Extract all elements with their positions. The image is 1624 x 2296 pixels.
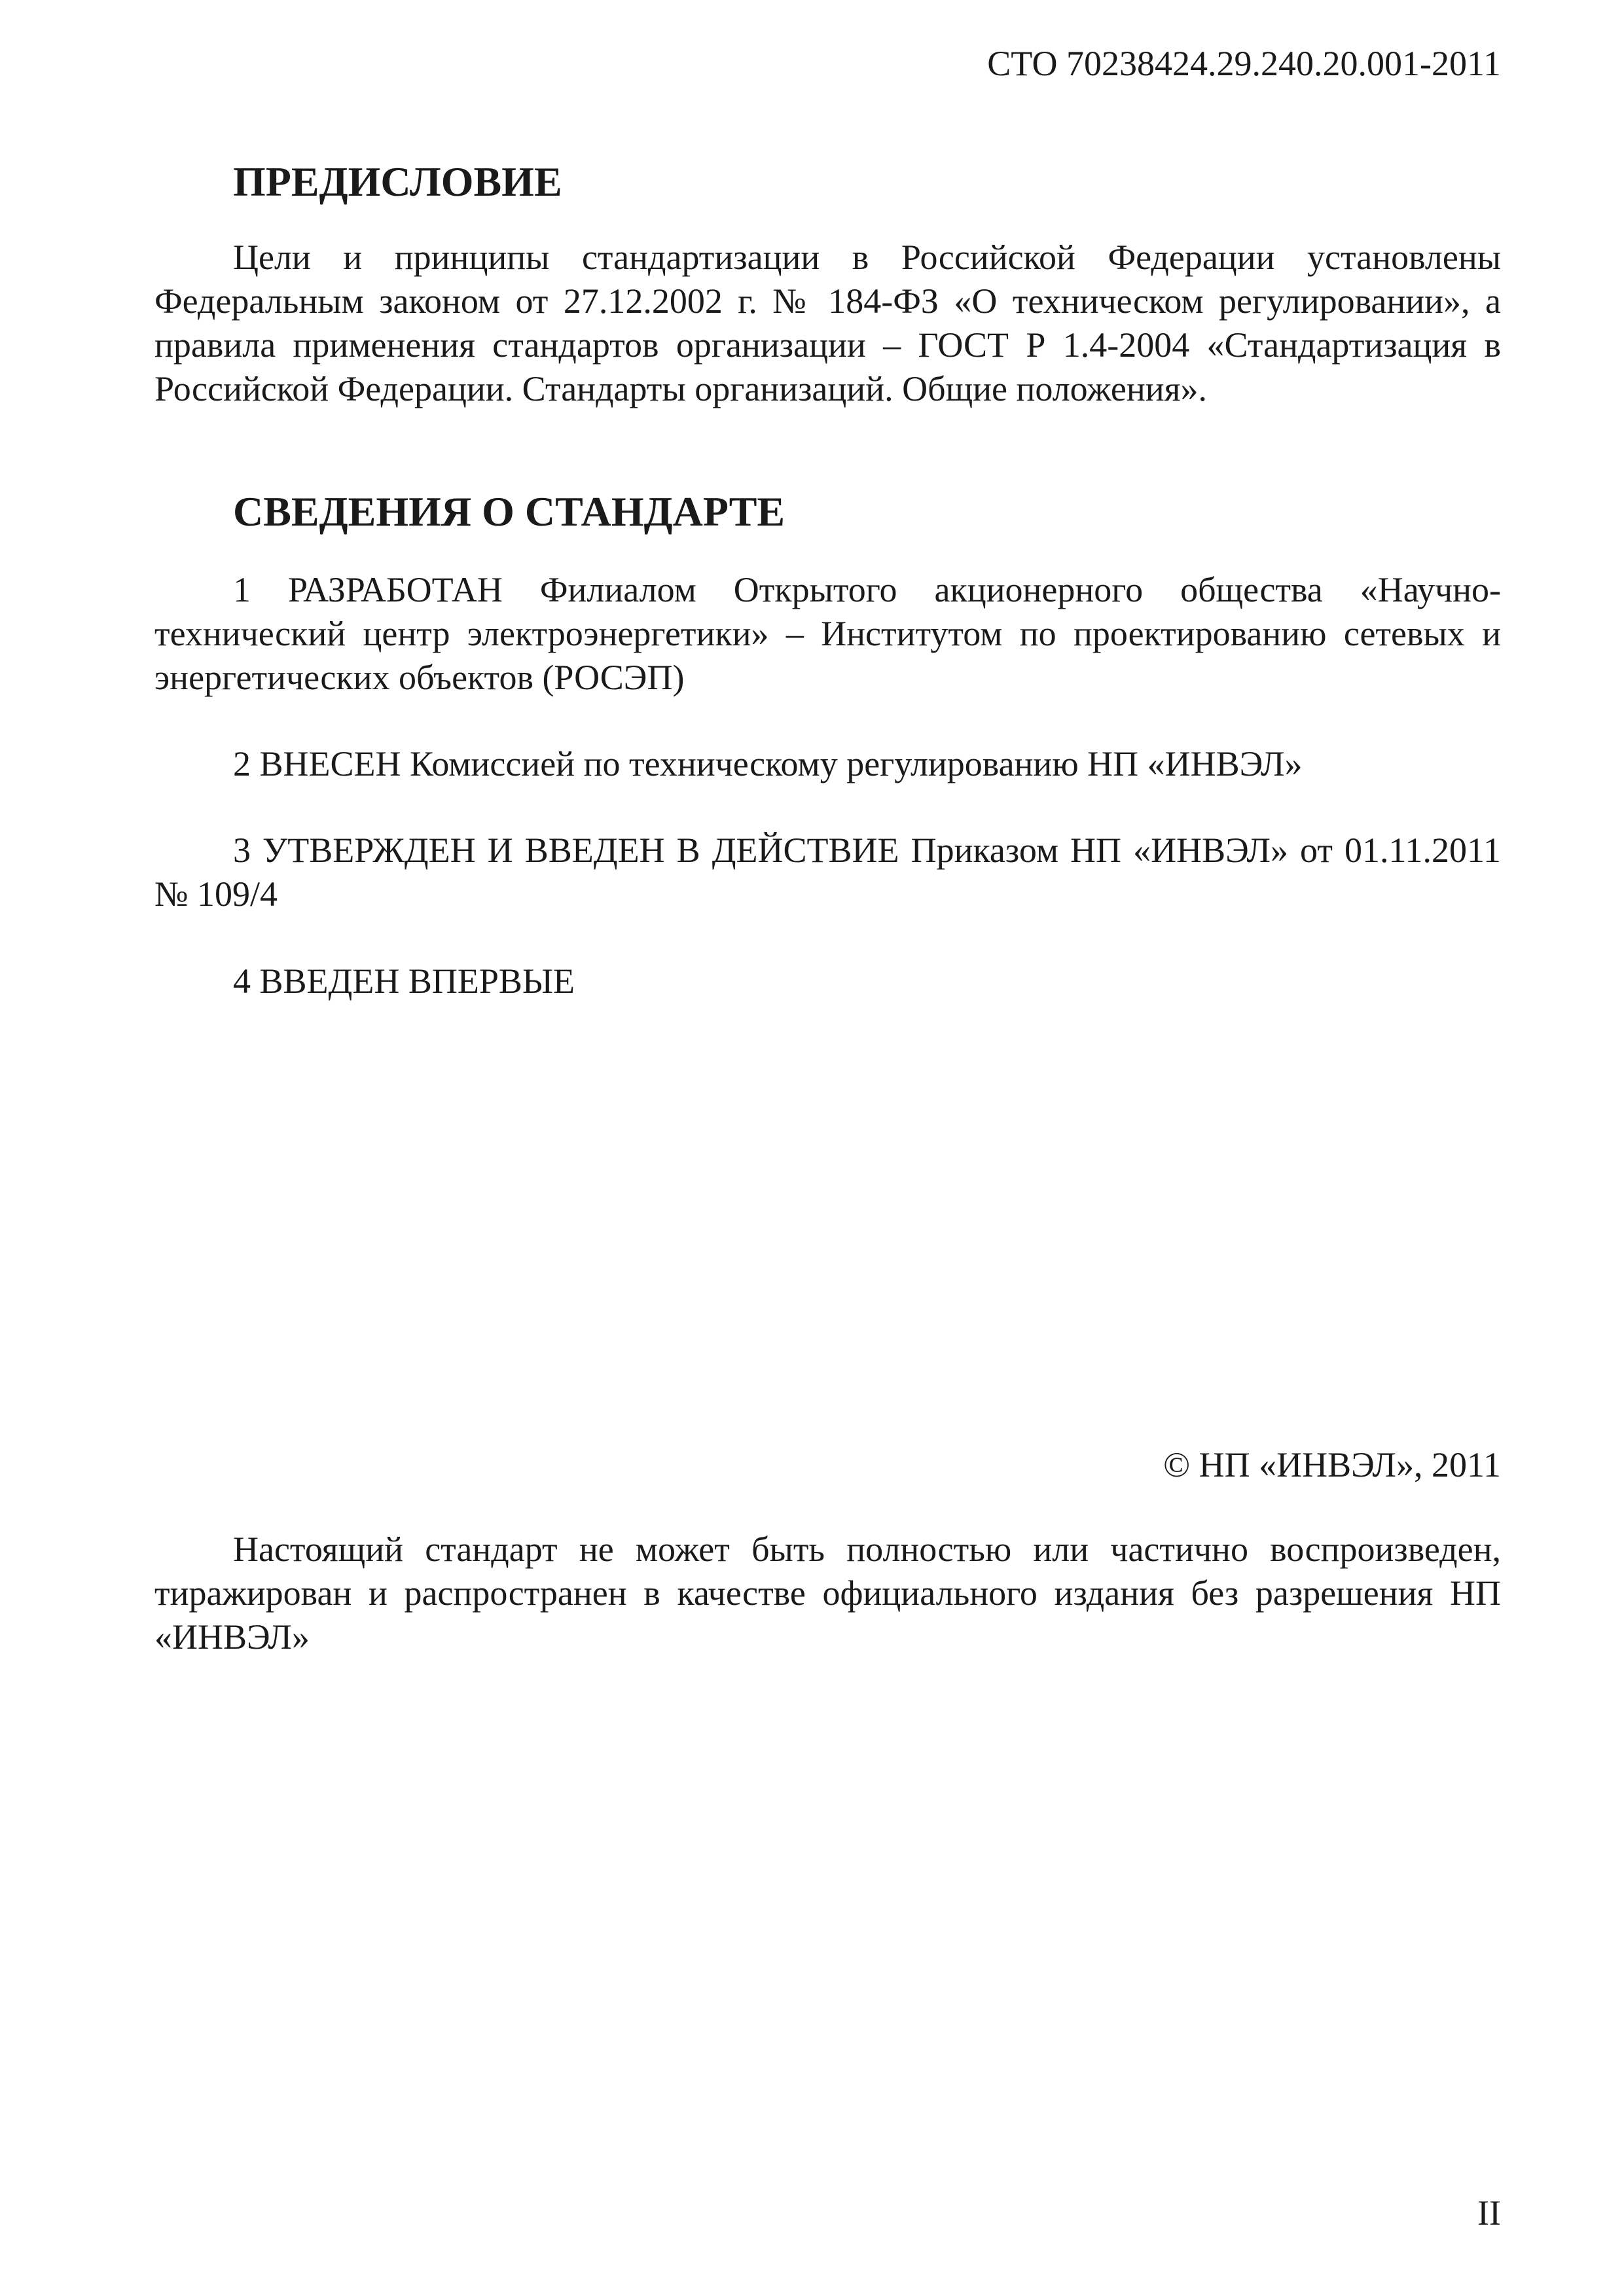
list-item: 1 РАЗРАБОТАН Филиалом Открытого акционерного общества «Научно-технический центр электроэнергетики» – Институтом по проектированию сетевых и энергетических объектов (РОСЭП) <box>154 570 1501 697</box>
standard-info-section <box>154 486 1501 538</box>
preface-title: ПРЕДИСЛОВИЕ <box>233 158 562 205</box>
list-item: 3 УТВЕРЖДЕН И ВВЕДЕН В ДЕЙСТВИЕ Приказом НП «ИНВЭЛ» от 01.11.2011 № 109/4 <box>154 831 1501 914</box>
copyright-restriction: Настоящий стандарт не может быть полностью или частично воспроизведен, тиражирован и распространен в качестве официального издания без разрешения НП «ИНВЭЛ» <box>154 1530 1501 1657</box>
standard-info-item-1 <box>154 568 1501 700</box>
document-code: СТО 70238424.29.240.20.001-2011 <box>987 44 1501 83</box>
copyright-restriction-block <box>154 1528 1501 1659</box>
page-number: II <box>1477 2193 1501 2233</box>
preface-body <box>154 236 1501 411</box>
standard-info-item-4 <box>154 960 1501 1003</box>
preface-section <box>154 156 1501 208</box>
list-item: 2 ВНЕСЕН Комиссией по техническому регулированию НП «ИНВЭЛ» <box>233 744 1303 783</box>
standard-info-item-2 <box>154 742 1501 786</box>
standard-info-title: СВЕДЕНИЯ О СТАНДАРТЕ <box>233 488 785 535</box>
preface-text: Цели и принципы стандартизации в Российской Федерации установлены Федеральным законом от 27.12.2002 г. № 184-ФЗ «О техническом регулировании», а правила применения стандартов организации – ГОСТ Р 1.4-2004 «Стандартизация в Российской Федерации. Стандарты организаций. Общие положения». <box>154 238 1501 408</box>
copyright-notice: © НП «ИНВЭЛ», 2011 <box>1163 1445 1501 1484</box>
standard-info-item-3 <box>154 829 1501 916</box>
list-item: 4 ВВЕДЕН ВПЕРВЫЕ <box>233 961 575 1001</box>
